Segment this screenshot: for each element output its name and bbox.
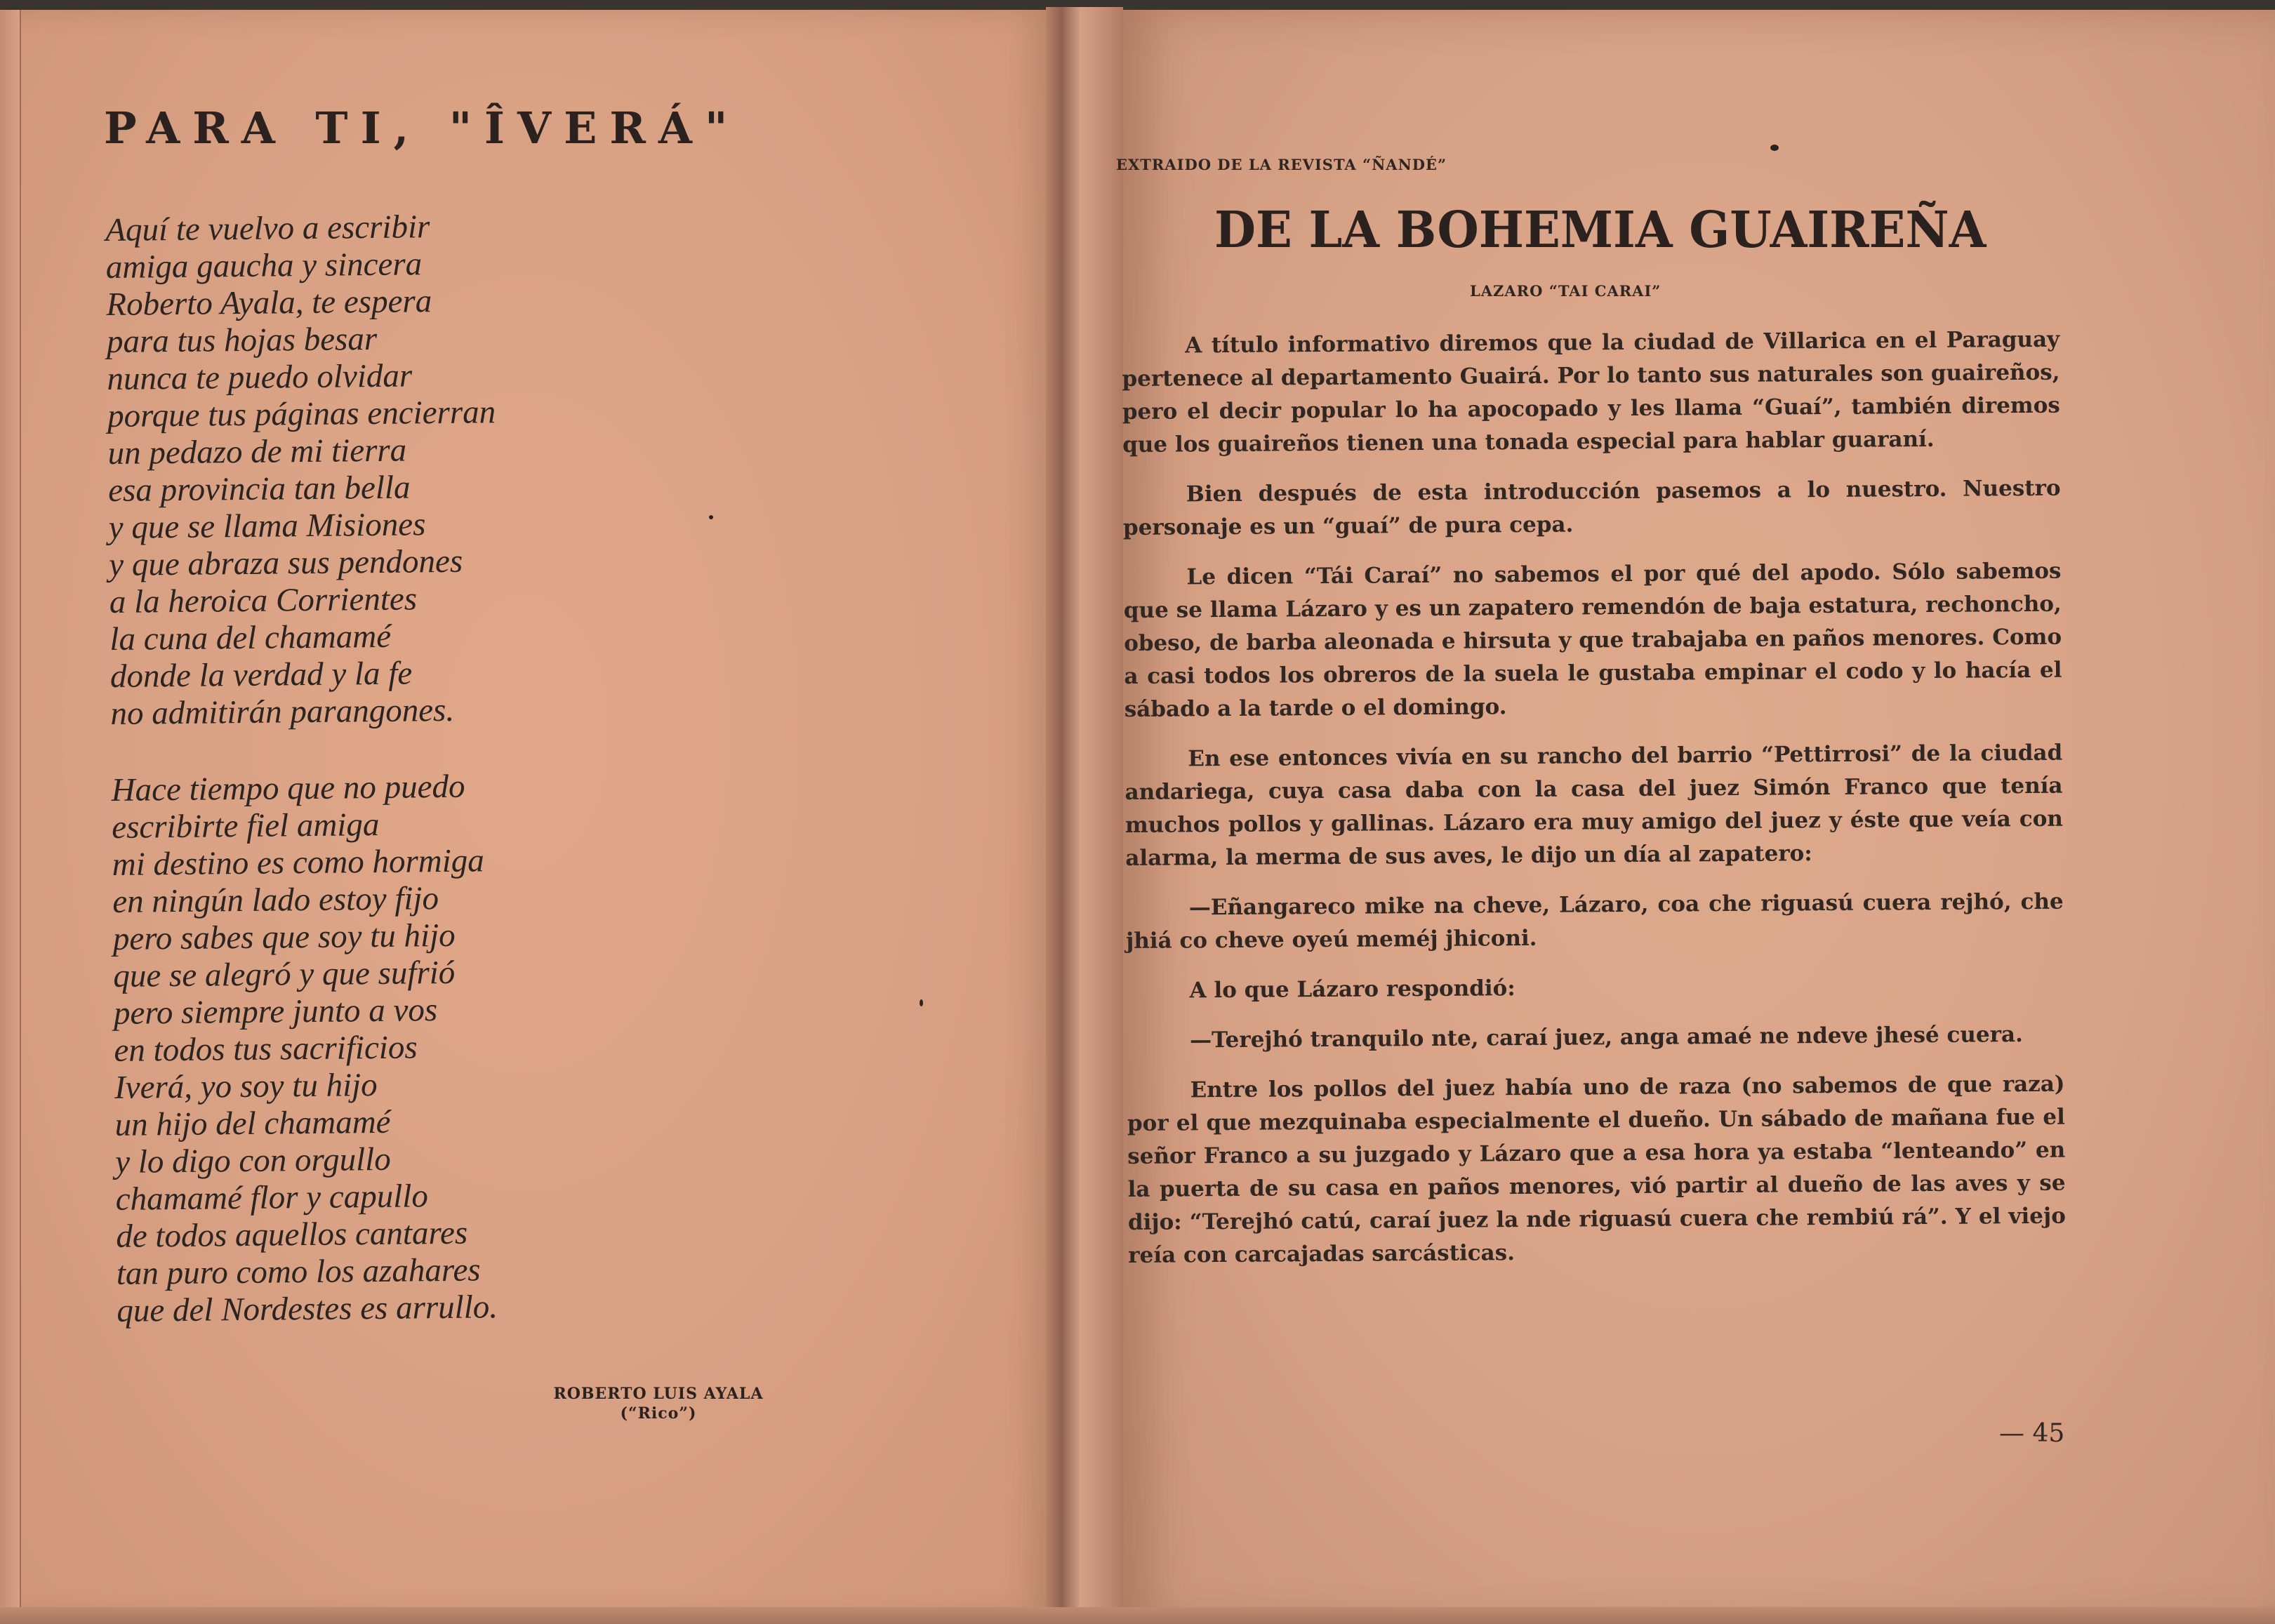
ink-speck xyxy=(920,999,923,1006)
poem-line: Hace tiempo que no puedo xyxy=(111,768,465,808)
article-paragraph: —Eñangareco mike na cheve, Lázaro, coa che riguasú cuera rejhó, che jhiá co cheve oyeú meméj jhiconi. xyxy=(1125,888,2064,954)
poem-line: de todos aquellos cantares xyxy=(116,1214,468,1255)
poem-line: mi destino es como hormiga xyxy=(112,842,484,883)
poem-line: y que abraza sus pendones xyxy=(108,543,463,583)
poem-line: la cuna del chamamé xyxy=(110,618,392,658)
poem-stanza-1 xyxy=(105,206,644,733)
poem-line: esa provincia tan bella xyxy=(107,469,411,509)
article-paragraph: A título informativo diremos que la ciudad de Villarica en el Paraguay pertenece al departamento Guairá. Por lo tanto sus naturales son guaireños, pero el decir popular lo ha apocopado y les llama “Guaí”, también diremos que los guaireños tienen una tonada especial para hablar guaraní. xyxy=(1122,326,2060,458)
poem-title: PARA TI, "ÎVERÁ" xyxy=(104,102,741,154)
article-paragraph: A lo que Lázaro respondió: xyxy=(1189,976,1515,1004)
poem-line: porque tus páginas encierran xyxy=(107,394,496,434)
article-body xyxy=(1122,324,2067,1289)
ink-speck xyxy=(1770,145,1779,151)
poem-line: en ningún lado estoy fijo xyxy=(112,880,439,920)
article-paragraph: Entre los pollos del juez había uno de raza (no sabemos de que raza) por el que mezquinaba especialmente el dueño. Un sábado de mañana fue el señor Franco a su juzgado y Lázaro que a esa hora ya estaba “lenteando” en la puerta de su casa en paños menores, vió partir al dueño de las aves y se dijo: “Terejhó catú, caraí juez la nde riguasú cuera che rembiú rá”. Y el viejo reía con carcajadas sarcásticas. xyxy=(1127,1071,2066,1268)
page-bottom-edge xyxy=(0,1607,2275,1624)
author-nickname: (“Rico”) xyxy=(620,1404,697,1423)
poem-line: escribirte fiel amiga xyxy=(111,806,380,846)
article-byline: LAZARO “TAI CARAI” xyxy=(1470,282,1662,300)
article-paragraph: En ese entonces vivía en su rancho del barrio “Pettirrosi” de la ciudad andariega, cuya casa daba con la casa del juez Simón Franco que tenía muchos pollos y gallinas. Lázaro era muy amigo del juez y éste que veía con alarma, la merma de sus aves, le dijo un día al zapatero: xyxy=(1125,740,2064,871)
poem-line: tan puro como los azahares xyxy=(116,1251,481,1292)
poem-line: nunca te puedo olvidar xyxy=(107,357,413,397)
ink-speck xyxy=(709,515,713,519)
article-paragraph: —Terejhó tranquilo nte, caraí juez, anga amaé ne ndeve jhesé cuera. xyxy=(1189,1022,2023,1053)
poem-line: para tus hojas besar xyxy=(106,320,378,360)
poem-line: que se alegró y que sufrió xyxy=(113,954,456,994)
poem-line: pero siempre junto a vos xyxy=(113,992,438,1032)
poem-line: a la heroica Corrientes xyxy=(109,580,418,620)
author-name: ROBERTO LUIS AYALA xyxy=(553,1385,764,1403)
poem-line: Roberto Ayala, te espera xyxy=(106,283,432,323)
poem-signature xyxy=(539,1384,778,1423)
poem-line: un hijo del chamamé xyxy=(114,1103,391,1143)
article-paragraph: Le dicen “Tái Caraí” no sabemos el por qué del apodo. Sólo sabemos que se llama Lázaro y es un zapatero remendón de baja estatura, rechoncho, obeso, de barba aleonada e hirsuta y que trabajaba en paños menores. Como a casi todos los obreros de la suela le gustaba empinar el codo y lo hacía el sábado a la tarde o el domingo. xyxy=(1123,558,2062,722)
poem xyxy=(105,206,651,1369)
poem-line: chamamé flor y capullo xyxy=(115,1178,429,1218)
article-paragraph: Bien después de esta introducción pasemos a lo nuestro. Nuestro personaje es un “guaí” de pura cepa. xyxy=(1122,475,2061,540)
poem-line: y lo digo con orgullo xyxy=(114,1140,391,1180)
poem-line: Iverá, yo soy tu hijo xyxy=(114,1067,378,1106)
poem-line: un pedazo de mi tierra xyxy=(107,432,407,472)
poem-line: pero sabes que soy tu hijo xyxy=(112,917,456,957)
book-gutter xyxy=(1046,7,1123,1621)
left-page-edge xyxy=(0,10,21,1610)
poem-line: que del Nordestes es arrullo. xyxy=(117,1289,498,1329)
article-source: EXTRAIDO DE LA REVISTA “ÑANDÉ” xyxy=(1116,156,1447,173)
poem-line: en todos tus sacrificios xyxy=(114,1029,418,1069)
poem-line: y que se llama Misiones xyxy=(108,506,426,546)
poem-line: Aquí te vuelvo a escribir xyxy=(105,208,430,248)
poem-stanza-2 xyxy=(111,766,650,1330)
poem-line: donde la verdad y la fe xyxy=(110,655,413,695)
article-title: DE LA BOHEMIA GUAIREÑA xyxy=(1214,201,1987,260)
poem-line: no admitirán parangones. xyxy=(110,691,455,732)
poem-line: amiga gaucha y sincera xyxy=(105,246,423,286)
page-number: — 45 xyxy=(1999,1419,2065,1448)
